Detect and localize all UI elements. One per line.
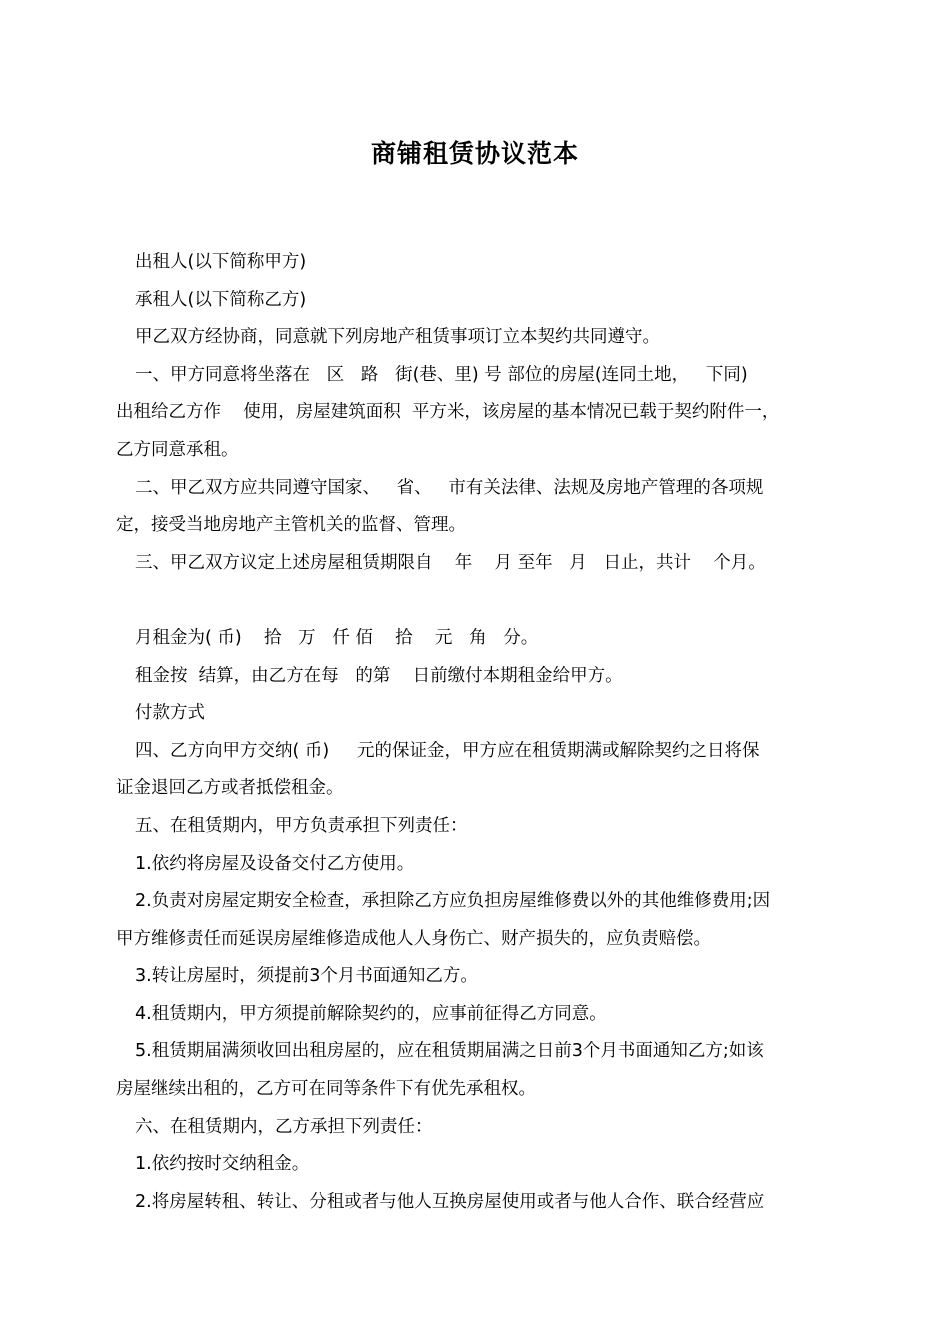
clause-6-item-2-line-1: 2.将房屋转租、转让、分租或者与他人互换房屋使用或者与他人合作、联合经营应 [135, 1191, 765, 1212]
clause-5-item-4: 4.租赁期内，甲方须提前解除契约的，应事前征得乙方同意。 [135, 1003, 607, 1024]
clause-5-item-2-line-1: 2.负责对房屋定期安全检查，承担除乙方应负担房屋维修费以外的其他维修费用;因 [135, 891, 771, 912]
clause-2-line-2: 定，接受当地房地产主管机关的监督、管理。 [116, 515, 466, 536]
clause-3-line-1: 三、甲乙双方议定上述房屋租赁期限自 年 月 至年 月 日止，共计 个月。 [135, 552, 766, 573]
clause-2-line-1: 二、甲乙双方应共同遵守国家、 省、 市有关法律、法规及房地产管理的各项规 [135, 477, 764, 498]
blank-line [116, 582, 836, 620]
clause-5-item-1: 1.依约将房屋及设备交付乙方使用。 [135, 853, 415, 874]
clause-5-item-2-line-2: 甲方维修责任而延误房屋维修造成他人人身伤亡、财产损失的，应负责赔偿。 [116, 928, 711, 949]
document-body [116, 244, 836, 1221]
clause-1-line-2: 出租给乙方作 使用，房屋建筑面积 平方米，该房屋的基本情况已载于契约附件一， [116, 402, 780, 423]
clause-5-heading: 五、在租赁期内，甲方负责承担下列责任： [135, 815, 468, 836]
monthly-rent-line: 月租金为( 币) 拾 万 仟 佰 拾 元 角 分。 [135, 627, 539, 648]
clause-5-item-5-line-2: 房屋继续出租的，乙方可在同等条件下有优先承租权。 [116, 1079, 536, 1100]
lessee-line: 承租人(以下简称乙方) [135, 289, 307, 310]
clause-5-item-5-line-1: 5.租赁期届满须收回出租房屋的，应在租赁期届满之日前3个月书面通知乙方;如该 [135, 1041, 764, 1062]
clause-6-heading: 六、在租赁期内，乙方承担下列责任： [135, 1116, 433, 1137]
clause-1-line-3: 乙方同意承租。 [116, 439, 239, 460]
lessor-line: 出租人(以下简称甲方) [135, 252, 307, 272]
clause-4-line-1: 四、乙方向甲方交纳( 币) 元的保证金，甲方应在租赁期满或解除契约之日将保 [135, 740, 760, 761]
clause-1-line-1: 一、甲方同意将坐落在 区 路 街(巷、里) 号 部位的房屋(连同土地， 下同) [135, 364, 748, 385]
rent-settlement-line: 租金按 结算，由乙方在每 的第 日前缴付本期租金给甲方。 [135, 665, 623, 686]
document-title: 商铺租赁协议范本 [370, 139, 579, 168]
clause-6-item-1: 1.依约按时交纳租金。 [135, 1154, 310, 1175]
clause-5-item-3: 3.转让房屋时，须提前3个月书面通知乙方。 [135, 966, 478, 987]
payment-method-line: 付款方式 [135, 703, 205, 724]
clause-4-line-2: 证金退回乙方或者抵偿租金。 [116, 778, 344, 799]
preamble-line: 甲乙双方经协商，同意就下列房地产租赁事项订立本契约共同遵守。 [135, 327, 660, 348]
